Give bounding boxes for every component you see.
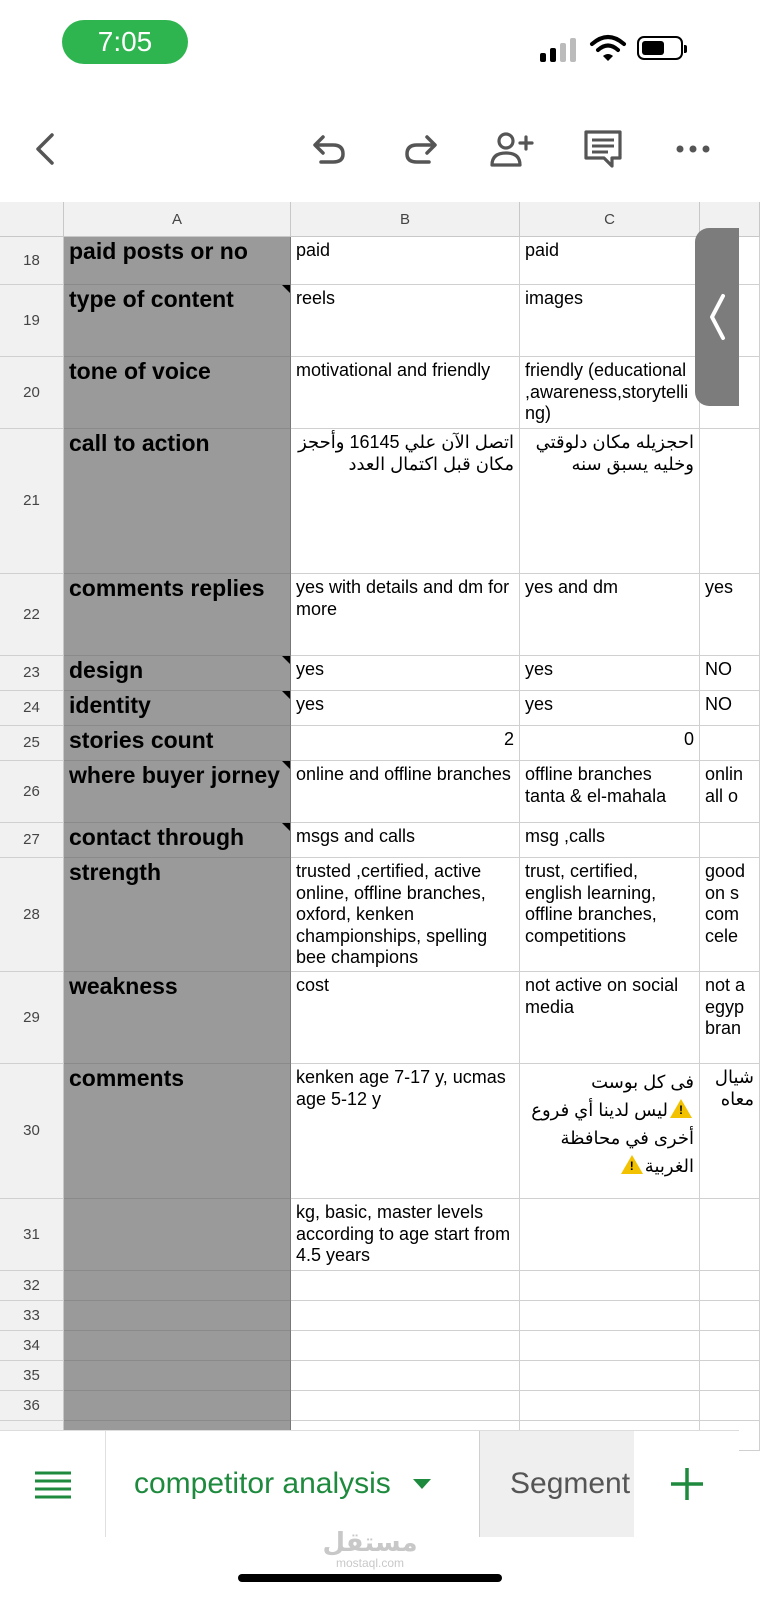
cell-b[interactable]: msgs and calls [291, 823, 520, 858]
cell-c[interactable]: احجزيله مكان دلوقتي وخليه يسبق سنه [520, 429, 700, 574]
watermark-arabic: مستقل [322, 1527, 418, 1557]
cell-text: comments replies [69, 575, 265, 601]
cell-b[interactable]: اتصل الآن علي 16145 وأحجز مكان قبل اكتمال العدد [291, 429, 520, 574]
cell-d[interactable] [700, 1271, 760, 1301]
cell-b[interactable] [291, 1361, 520, 1391]
table-row [0, 691, 739, 726]
chevron-left-icon [707, 292, 727, 342]
row-number[interactable]: 29 [0, 972, 64, 1064]
warning-icon: ! [621, 1155, 643, 1174]
undo-icon[interactable] [304, 124, 354, 174]
cell-c[interactable]: offline branches tanta & el-mahala [520, 761, 700, 823]
cell-c[interactable]: trust, certified, english learning, offline branches, competitions [520, 858, 700, 972]
tab-label: Segment [510, 1467, 631, 1500]
cell-b[interactable] [291, 1271, 520, 1301]
cell-b[interactable]: yes [291, 691, 520, 726]
cell-b[interactable]: cost [291, 972, 520, 1064]
cell-d[interactable] [700, 1301, 760, 1331]
toolbar [0, 110, 739, 190]
cell-d[interactable]: NO [700, 691, 760, 726]
home-indicator[interactable] [238, 1574, 502, 1582]
cell-a[interactable] [64, 761, 291, 823]
table-row [0, 285, 739, 357]
cell-text: contact through [69, 824, 245, 850]
cell-a[interactable] [64, 237, 291, 285]
table-row [0, 823, 739, 858]
add-sheet-button[interactable] [634, 1431, 739, 1537]
cell-a[interactable] [64, 656, 291, 691]
cell-d[interactable]: not a egyp bran [700, 972, 760, 1064]
row-number[interactable]: 30 [0, 1064, 64, 1199]
cell-a[interactable] [64, 1331, 291, 1361]
plus-icon [669, 1466, 705, 1502]
cell-b[interactable]: paid [291, 237, 520, 285]
cell-text: strength [69, 859, 161, 885]
cell-a[interactable] [64, 1301, 291, 1331]
table-row [0, 1361, 739, 1391]
note-indicator [282, 656, 290, 664]
cell-c[interactable]: friendly (educational ,awareness,storytelling) [520, 357, 700, 429]
row-number[interactable]: 26 [0, 761, 64, 823]
column-header-c[interactable]: C [520, 202, 700, 237]
sheets-list-button[interactable] [0, 1431, 106, 1537]
cell-a[interactable] [64, 858, 291, 972]
cell-b[interactable]: 2 [291, 726, 520, 761]
cell-a[interactable] [64, 429, 291, 574]
select-all-corner[interactable] [0, 202, 64, 237]
cell-b[interactable]: motivational and friendly [291, 357, 520, 429]
tab-competitor-analysis[interactable] [106, 1431, 480, 1537]
cell-line [525, 1096, 694, 1180]
cell-a[interactable] [64, 823, 291, 858]
table-row [0, 972, 746, 1064]
cell-c[interactable] [520, 1064, 700, 1199]
cell-text: design [69, 657, 144, 683]
cell-d[interactable] [700, 1361, 760, 1391]
watermark-latin: mostaql.com [335, 1556, 405, 1570]
cell-b[interactable]: trusted ,certified, active online, offline branches, oxford, kenken championships, spelling bee champions [291, 858, 520, 972]
cell-b[interactable]: kenken age 7-17 y, ucmas age 5-12 y [291, 1064, 520, 1199]
cell-d[interactable] [700, 726, 760, 761]
cell-a[interactable] [64, 357, 291, 429]
cell-c[interactable] [520, 1331, 700, 1361]
row-number[interactable]: 34 [0, 1331, 64, 1361]
note-indicator [282, 823, 290, 831]
cell-c[interactable]: not active on social media [520, 972, 700, 1064]
row-number[interactable]: 36 [0, 1391, 64, 1421]
row-number[interactable]: 22 [0, 574, 64, 656]
wifi-icon [590, 34, 626, 62]
cell-d[interactable] [700, 429, 760, 574]
cell-b[interactable]: yes [291, 656, 520, 691]
row-number[interactable]: 19 [0, 285, 64, 357]
note-indicator [282, 761, 290, 769]
cell-line: فى كل بوست [591, 1072, 694, 1092]
cell-b[interactable]: kg, basic, master levels according to age start from 4.5 years [291, 1199, 520, 1271]
spreadsheet-grid[interactable] [0, 202, 754, 1430]
cell-a[interactable] [64, 691, 291, 726]
status-time: 7:05 [62, 20, 188, 64]
cell-c[interactable] [520, 1199, 700, 1271]
add-person-icon[interactable] [486, 124, 536, 174]
cell-text: where buyer jorney [69, 762, 280, 788]
cell-c[interactable]: images [520, 285, 700, 357]
cell-text: tone of voice [69, 358, 211, 384]
tab-segment[interactable] [480, 1431, 634, 1537]
cell-line-text: ليس لدينا أي فروع أخرى في محافظة الغربية [531, 1100, 694, 1176]
redo-icon[interactable] [396, 124, 446, 174]
cell-text: call to action [69, 430, 210, 456]
cell-a[interactable] [64, 1199, 291, 1271]
row-number[interactable]: 31 [0, 1199, 64, 1271]
cell-text: type of content [69, 286, 234, 312]
cell-text: identity [69, 692, 151, 718]
table-row [0, 1199, 739, 1271]
cell-b[interactable] [291, 1391, 520, 1421]
sheet-tab-bar [0, 1430, 739, 1536]
side-panel-handle[interactable] [695, 228, 739, 406]
cell-text: stories count [69, 727, 214, 753]
row-number[interactable]: 32 [0, 1271, 64, 1301]
table-row [0, 429, 739, 574]
table-row [0, 1331, 739, 1361]
warning-icon: ! [670, 1099, 692, 1118]
table-row [0, 357, 739, 429]
cell-c[interactable]: yes [520, 691, 700, 726]
cell-c[interactable]: paid [520, 237, 700, 285]
cell-d[interactable]: onlin all o [700, 761, 760, 823]
row-number[interactable]: 25 [0, 726, 64, 761]
watermark-logo [300, 1528, 440, 1570]
list-icon [35, 1470, 71, 1498]
table-row [0, 237, 739, 285]
table-row [0, 1301, 739, 1331]
cell-c[interactable] [520, 1271, 700, 1301]
cell-c[interactable]: 0 [520, 726, 700, 761]
more-options-icon[interactable] [668, 124, 718, 174]
cell-b[interactable]: yes with details and dm for more [291, 574, 520, 656]
cell-d[interactable] [700, 1199, 760, 1271]
row-number[interactable]: 20 [0, 357, 64, 429]
cell-b[interactable] [291, 1331, 520, 1361]
status-bar [0, 0, 739, 90]
cell-text: comments [69, 1065, 185, 1091]
cell-a[interactable] [64, 574, 291, 656]
row-number[interactable]: 18 [0, 237, 64, 285]
cellular-signal-icon [540, 36, 580, 62]
cell-b[interactable] [291, 1301, 520, 1331]
table-row [0, 1064, 754, 1199]
table-row [0, 761, 744, 823]
row-number[interactable]: 21 [0, 429, 64, 574]
row-number[interactable]: 33 [0, 1301, 64, 1331]
note-indicator [282, 285, 290, 293]
cell-b[interactable]: online and offline branches [291, 761, 520, 823]
row-number[interactable]: 23 [0, 656, 64, 691]
cell-c[interactable]: msg ,calls [520, 823, 700, 858]
cell-d[interactable] [700, 1331, 760, 1361]
cell-c[interactable] [520, 1301, 700, 1331]
note-indicator [282, 691, 290, 699]
cell-c[interactable] [520, 1391, 700, 1421]
cell-a[interactable] [64, 1361, 291, 1391]
cell-d[interactable]: شيال معاه [700, 1064, 760, 1199]
table-row [0, 1271, 739, 1301]
cell-c[interactable] [520, 1361, 700, 1391]
row-number[interactable]: 28 [0, 858, 64, 972]
cell-a[interactable] [64, 1271, 291, 1301]
back-icon[interactable] [20, 124, 70, 174]
cell-text: weakness [69, 973, 178, 999]
chevron-down-icon[interactable] [413, 1479, 431, 1489]
cell-a[interactable] [64, 972, 291, 1064]
column-header-b[interactable]: B [291, 202, 520, 237]
cell-d[interactable]: yes [700, 574, 760, 656]
battery-icon [637, 36, 683, 60]
cell-d[interactable]: good on s com cele [700, 858, 760, 972]
row-number[interactable]: 35 [0, 1361, 64, 1391]
tab-label: competitor analysis [134, 1467, 391, 1500]
table-row [0, 726, 739, 761]
cell-a[interactable] [64, 726, 291, 761]
cell-d[interactable]: NO [700, 656, 760, 691]
table-row [0, 574, 739, 656]
row-number[interactable]: 27 [0, 823, 64, 858]
cell-a[interactable] [64, 1064, 291, 1199]
row-number[interactable]: 24 [0, 691, 64, 726]
cell-d[interactable] [700, 823, 760, 858]
cell-a[interactable] [64, 1391, 291, 1421]
comment-icon[interactable] [578, 124, 628, 174]
cell-d[interactable] [700, 1391, 760, 1421]
column-header-a[interactable]: A [64, 202, 291, 237]
table-row [0, 858, 746, 972]
table-row [0, 1391, 739, 1421]
cell-b[interactable]: reels [291, 285, 520, 357]
cell-text: paid posts or no [69, 238, 248, 264]
cell-c[interactable]: yes and dm [520, 574, 700, 656]
cell-c[interactable]: yes [520, 656, 700, 691]
table-row [0, 656, 739, 691]
cell-a[interactable] [64, 285, 291, 357]
